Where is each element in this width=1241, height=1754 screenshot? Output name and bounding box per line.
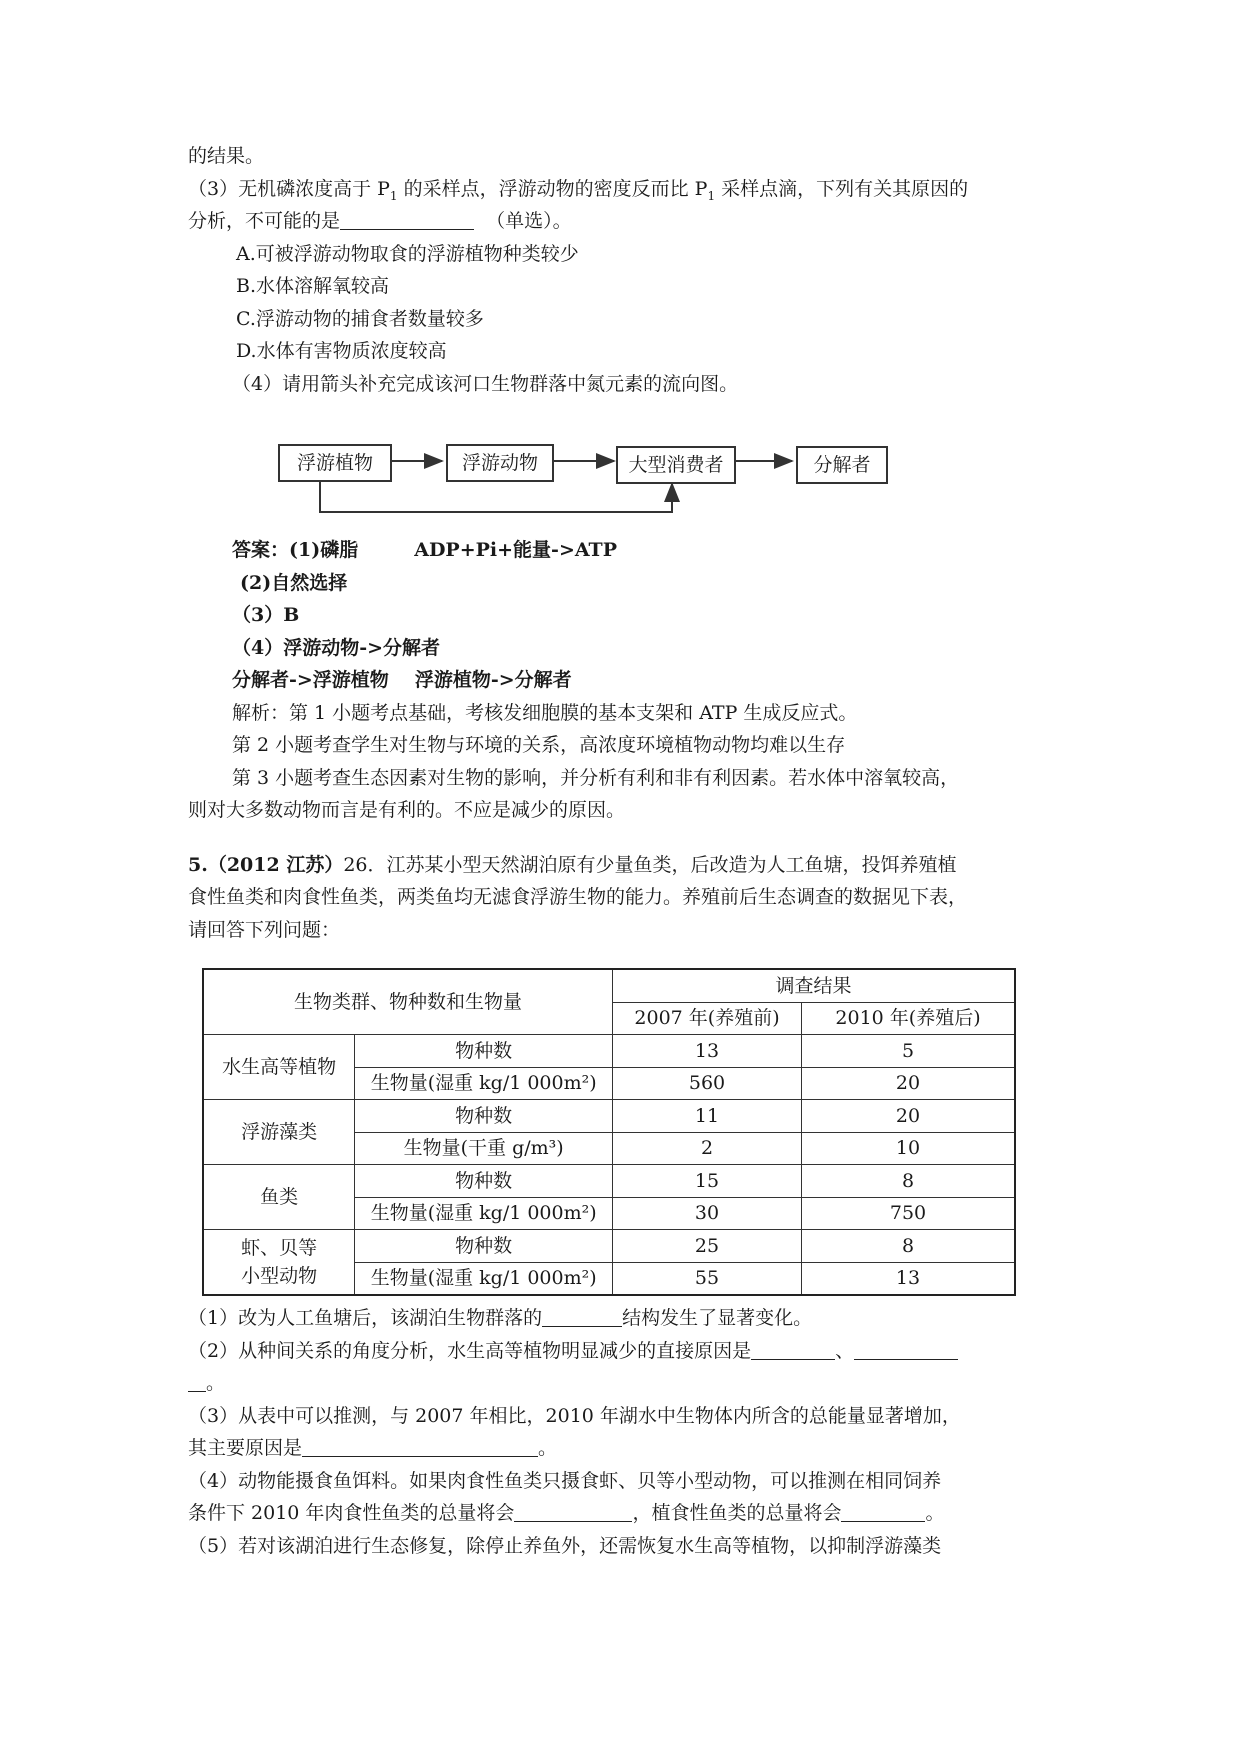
sub-question-4: （4）动物能摄食鱼饵料。如果肉食性鱼类只摄食虾、贝等小型动物，可以推测在相同饲养 (188, 1469, 942, 1492)
text-line: 的结果。 (188, 145, 265, 167)
group-small-animals: 虾、贝等 小型动物 (203, 1230, 355, 1296)
nitrogen-flow-diagram (188, 414, 1068, 532)
row-label: 生物量(湿重 kg/1 000m²) (355, 1197, 613, 1230)
explanation-1: 解析：第 1 小题考点基础，考核发细胞膜的基本支架和 ATP 生成反应式。 (232, 701, 858, 724)
option-d: D.水体有害物质浓度较高 (236, 340, 447, 362)
sub-question-1: （1）改为人工鱼塘后，该湖泊生物群落的 结构发生了显著变化。 (188, 1302, 1068, 1335)
cell-2010: 8 (802, 1165, 1016, 1198)
sub-question-4-cont: 条件下 2010 年肉食性鱼类的总量将会 ，植食性鱼类的总量将会 。 (188, 1497, 1068, 1530)
flow-box-large-consumer: 大型消费者 (616, 446, 736, 484)
cell-2007: 25 (613, 1230, 802, 1263)
cell-2007: 55 (613, 1262, 802, 1295)
header-results: 调查结果 (613, 969, 1016, 1002)
answer-2: (2)自然选择 (240, 571, 348, 594)
answer-blank[interactable] (854, 1337, 958, 1360)
group-aquatic-plants: 水生高等植物 (203, 1035, 355, 1100)
group-fish: 鱼类 (203, 1165, 355, 1230)
cell-2010: 750 (802, 1197, 1016, 1230)
question-5-line-1: 5.（2012 江苏）26．江苏某小型天然湖泊原有少量鱼类，后改造为人工鱼塘，投饵养殖植 (188, 853, 957, 876)
cell-2007: 30 (613, 1197, 802, 1230)
answer-blank[interactable] (302, 1434, 538, 1457)
group-planktonic-algae: 浮游藻类 (203, 1100, 355, 1165)
cell-2007: 11 (613, 1100, 802, 1133)
row-label: 生物量(湿重 kg/1 000m²) (355, 1067, 613, 1100)
explanation-4: 则对大多数动物而言是有利的。不应是减少的原因。 (188, 799, 626, 821)
question-4: （4）请用箭头补充完成该河口生物群落中氮元素的流向图。 (232, 372, 739, 395)
row-label: 物种数 (355, 1165, 613, 1198)
flow-box-zooplankton: 浮游动物 (446, 444, 554, 482)
flow-box-decomposer: 分解者 (796, 446, 888, 484)
survey-table (202, 968, 1016, 1296)
answer-1: 答案：(1)磷脂 ADP+Pi+能量->ATP (232, 539, 617, 561)
option-b: B.水体溶解氧较高 (236, 275, 390, 297)
header-2007: 2007 年(养殖前) (613, 1002, 802, 1035)
cell-2010: 20 (802, 1100, 1016, 1133)
row-label: 物种数 (355, 1035, 613, 1068)
document-page (188, 140, 1068, 1562)
answer-block (188, 534, 1068, 827)
sub-question-3-cont: 其主要原因是 。 (188, 1432, 1068, 1465)
explanation-3: 第 3 小题考查生态因素对生物的影响，并分析有利和非有利因素。若水体中溶氧较高， (232, 766, 960, 789)
header-2010: 2010 年(养殖后) (802, 1002, 1016, 1035)
explanation-2: 第 2 小题考查学生对生物与环境的关系，高浓度环境植物动物均难以生存 (232, 734, 846, 756)
row-label: 物种数 (355, 1230, 613, 1263)
sub-question-2-cont: 。 (188, 1367, 1068, 1400)
question-5-line-3: 请回答下列问题： (188, 918, 341, 941)
row-label: 物种数 (355, 1100, 613, 1133)
option-c: C.浮游动物的捕食者数量较多 (236, 307, 484, 330)
survey-table-wrap (202, 968, 1068, 1296)
flow-box-phytoplankton: 浮游植物 (278, 444, 392, 482)
cell-2010: 5 (802, 1035, 1016, 1068)
answer-blank[interactable] (841, 1499, 925, 1522)
sub-question-2: （2）从种间关系的角度分析，水生高等植物明显减少的直接原因是 、 (188, 1335, 1068, 1368)
answer-blank[interactable] (542, 1304, 622, 1327)
cell-2007: 13 (613, 1035, 802, 1068)
answer-blank[interactable] (340, 207, 474, 230)
cell-2007: 2 (613, 1132, 802, 1165)
cell-2010: 8 (802, 1230, 1016, 1263)
sub-question-3: （3）从表中可以推测，与 2007 年相比，2010 年湖水中生物体内所含的总能量显著增加， (188, 1404, 961, 1427)
header-category: 生物类群、物种数和生物量 (203, 969, 613, 1035)
cell-2010: 20 (802, 1067, 1016, 1100)
option-a: A.可被浮游动物取食的浮游植物种类较少 (236, 242, 579, 265)
answer-3: （3）B (232, 604, 300, 626)
question-3-line-1: （3）无机磷浓度高于 $P_1$ 的采样点，浮游动物的密度反而比 $P_1$ 采样点滴，下列有关其原因的 (188, 177, 969, 203)
sub-question-5: （5）若对该湖泊进行生态修复，除停止养鱼外，还需恢复水生高等植物，以抑制浮游藻类 (188, 1534, 942, 1557)
cell-2010: 10 (802, 1132, 1016, 1165)
row-label: 生物量(湿重 kg/1 000m²) (355, 1262, 613, 1295)
cell-2007: 560 (613, 1067, 802, 1100)
question-3-line-2: 分析，不可能的是 （单选）。 (188, 205, 1068, 238)
answer-blank[interactable] (188, 1369, 206, 1392)
question-5-line-2: 食性鱼类和肉食性鱼类，两类鱼均无滤食浮游生物的能力。养殖前后生态调查的数据见下表， (188, 886, 968, 908)
answer-blank[interactable] (751, 1337, 835, 1360)
answer-5: 分解者->浮游植物 浮游植物->分解者 (232, 669, 572, 691)
cell-2007: 15 (613, 1165, 802, 1198)
cell-2010: 13 (802, 1262, 1016, 1295)
row-label: 生物量(干重 g/m³) (355, 1132, 613, 1165)
answer-4: （4）浮游动物->分解者 (232, 636, 441, 659)
answer-blank[interactable] (514, 1499, 632, 1522)
